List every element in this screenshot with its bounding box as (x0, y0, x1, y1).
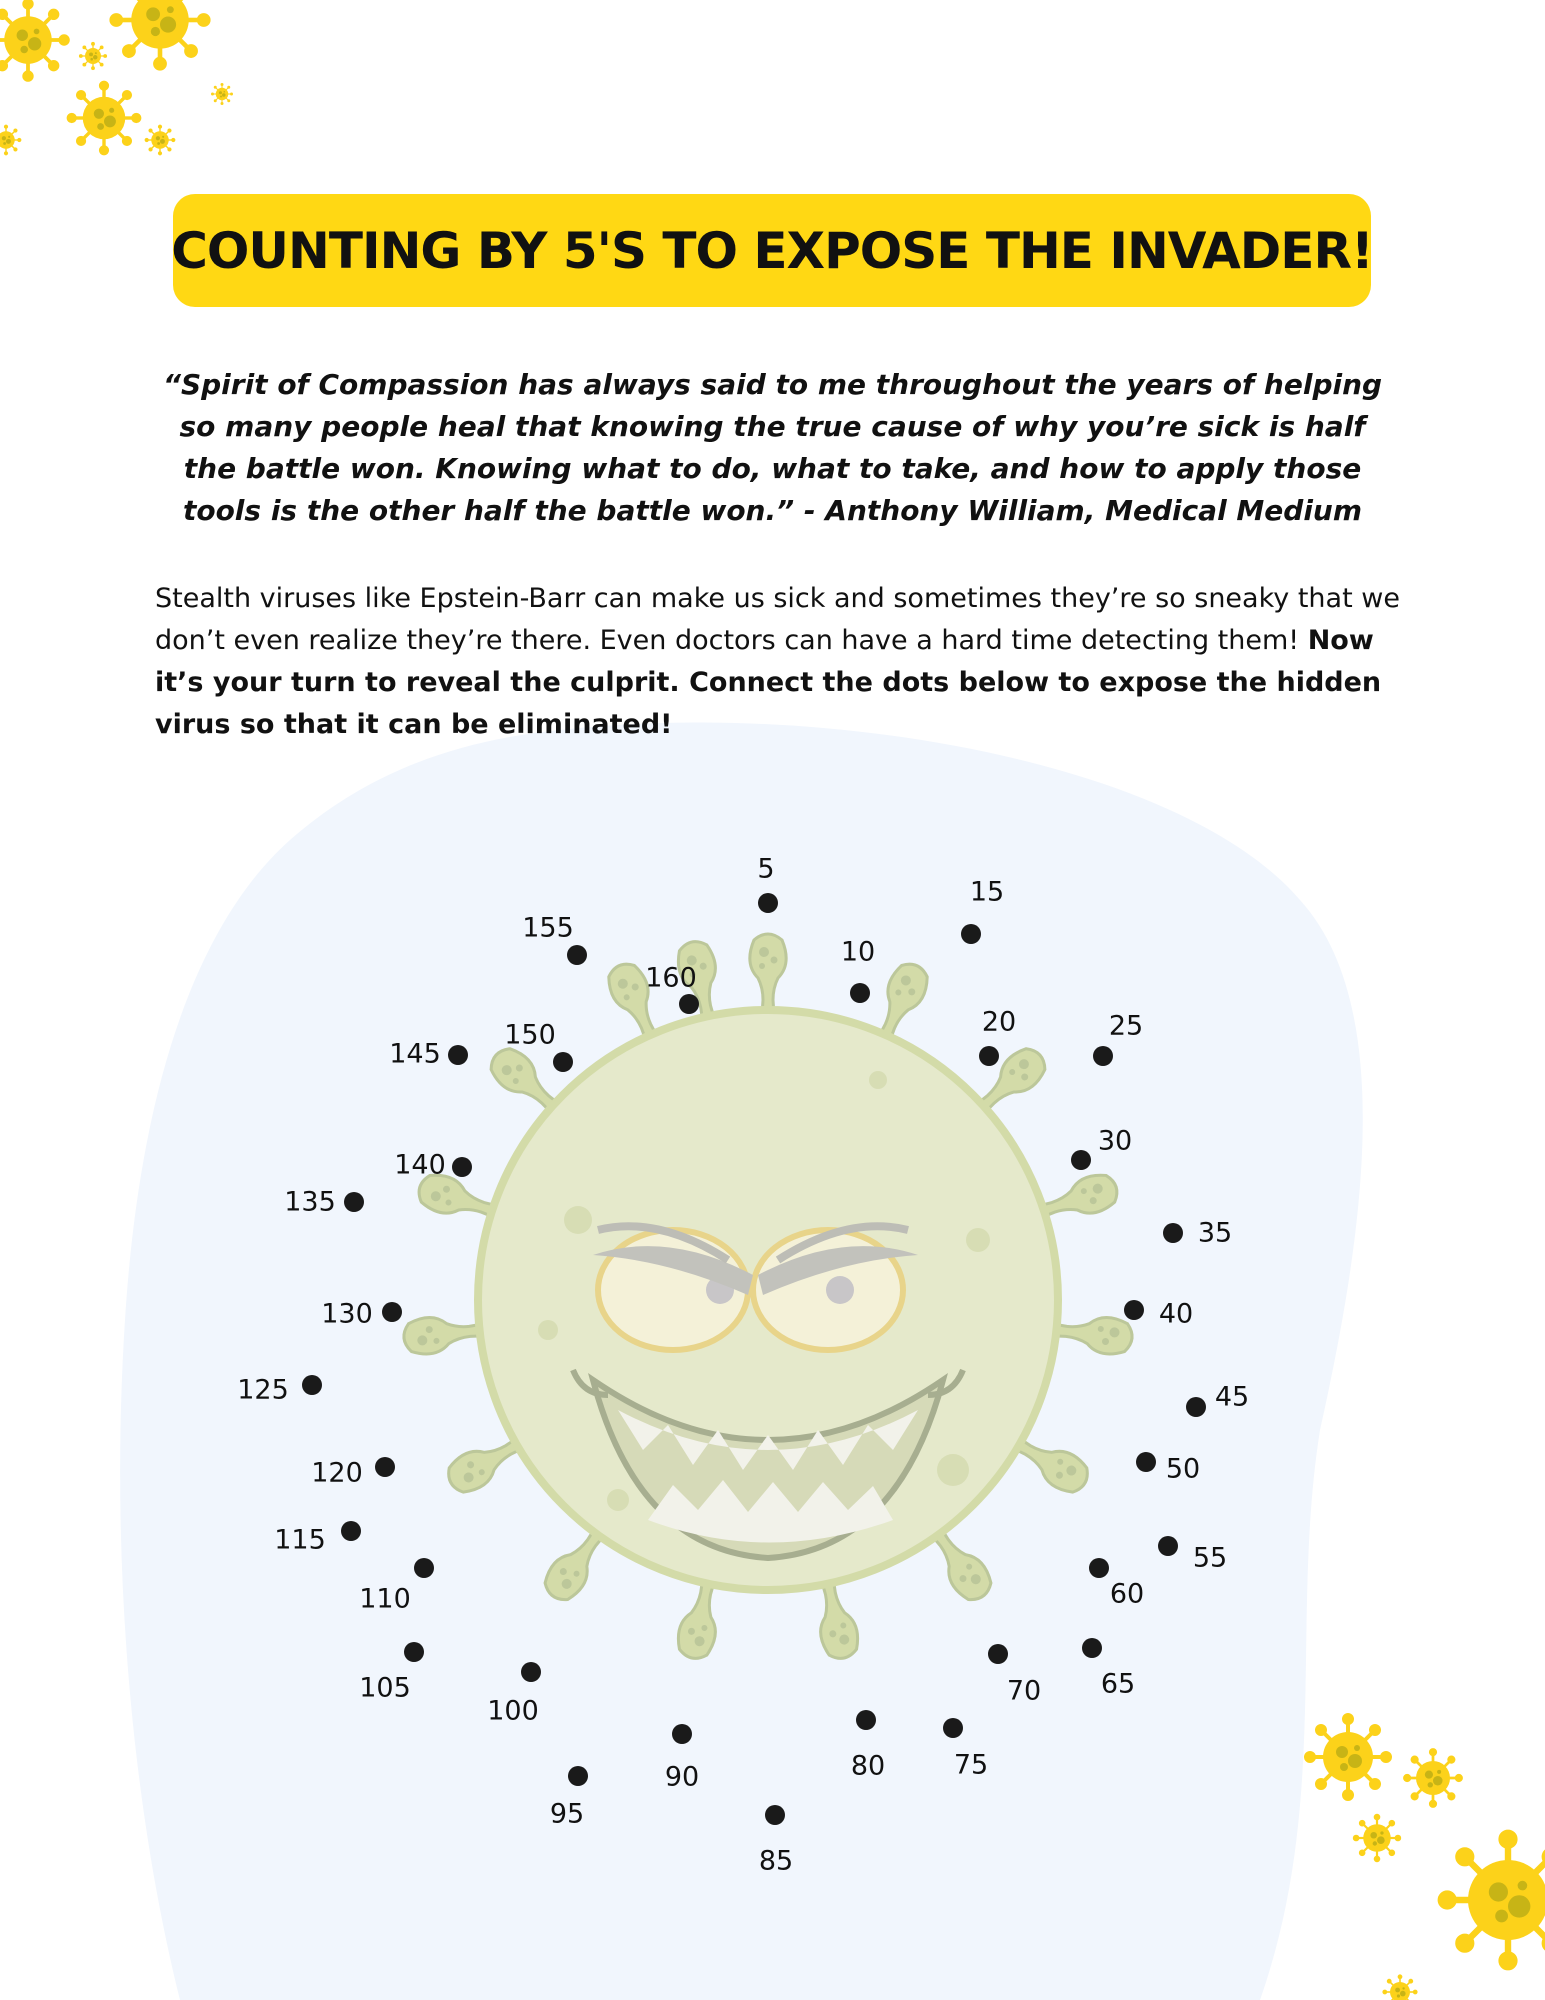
dot-number-label: 20 (981, 1006, 1017, 1038)
dot-marker[interactable] (1071, 1150, 1091, 1170)
virus-decoration-bottom-right (1306, 1715, 1545, 2000)
dot-number-label: 100 (487, 1695, 539, 1727)
quote-text: “Spirit of Compassion has always said to me throughout the years of helping so many people heal that knowing the true cause of why you’re sick is half the battle won. Knowing what to do, what to take, and how to apply those tools is the other half the battle won.” - Anthony William, Medical Medium (162, 368, 1383, 527)
dot-marker[interactable] (679, 994, 699, 1014)
dot-marker[interactable] (1163, 1223, 1183, 1243)
dot-marker[interactable] (302, 1375, 322, 1395)
dot-number-label: 75 (953, 1749, 989, 1781)
dot-marker[interactable] (1089, 1558, 1109, 1578)
dot-number-label: 135 (284, 1186, 336, 1218)
page-title: COUNTING BY 5'S TO EXPOSE THE INVADER! (171, 221, 1373, 280)
intro-paragraph (155, 578, 1400, 746)
dot-number-label: 55 (1192, 1542, 1228, 1574)
dot-marker[interactable] (448, 1045, 468, 1065)
intro-instructions: Now it’s your turn to reveal the culprit. Connect the dots below to expose the hidden virus so that it can be eliminated! (155, 625, 1382, 740)
dot-number-label: 110 (359, 1583, 411, 1615)
dot-number-label: 60 (1109, 1578, 1145, 1610)
dot-number-label: 30 (1097, 1125, 1133, 1157)
dot-marker[interactable] (943, 1718, 963, 1738)
dot-number-label: 130 (321, 1298, 373, 1330)
dot-marker[interactable] (521, 1662, 541, 1682)
dot-number-label: 65 (1100, 1668, 1136, 1700)
dot-marker[interactable] (1124, 1300, 1144, 1320)
dot-number-label: 105 (359, 1672, 411, 1704)
dot-number-label: 125 (237, 1374, 289, 1406)
dot-marker[interactable] (988, 1644, 1008, 1664)
dot-marker[interactable] (568, 1766, 588, 1786)
dot-marker[interactable] (856, 1710, 876, 1730)
dot-number-label: 160 (645, 962, 697, 994)
title-banner (173, 194, 1371, 307)
virus-decoration-top-left (0, 0, 232, 155)
dot-number-label: 95 (549, 1798, 585, 1830)
dot-number-label: 40 (1158, 1298, 1194, 1330)
dot-marker[interactable] (553, 1052, 573, 1072)
dot-marker[interactable] (1093, 1046, 1113, 1066)
dot-number-label: 140 (394, 1149, 446, 1181)
dot-marker[interactable] (452, 1157, 472, 1177)
dot-marker[interactable] (672, 1724, 692, 1744)
dot-marker[interactable] (341, 1521, 361, 1541)
dot-number-label: 10 (840, 936, 876, 968)
dot-marker[interactable] (344, 1192, 364, 1212)
dot-number-label: 85 (758, 1845, 794, 1877)
dot-number-label: 145 (389, 1038, 441, 1070)
dot-number-label: 25 (1108, 1010, 1144, 1042)
dot-marker[interactable] (961, 924, 981, 944)
dot-number-label: 70 (1006, 1675, 1042, 1707)
dot-marker[interactable] (850, 983, 870, 1003)
dot-marker[interactable] (382, 1302, 402, 1322)
dot-marker[interactable] (567, 945, 587, 965)
dot-number-label: 150 (504, 1019, 556, 1051)
dot-number-label: 5 (757, 853, 775, 885)
dot-marker[interactable] (1186, 1397, 1206, 1417)
dot-marker[interactable] (758, 893, 778, 913)
dot-marker[interactable] (414, 1558, 434, 1578)
dot-number-label: 15 (969, 876, 1005, 908)
dot-marker[interactable] (979, 1046, 999, 1066)
dot-number-label: 50 (1165, 1453, 1201, 1485)
dot-number-label: 155 (522, 912, 574, 944)
dot-marker[interactable] (404, 1642, 424, 1662)
dot-marker[interactable] (1082, 1638, 1102, 1658)
dot-number-label: 120 (311, 1457, 363, 1489)
dot-number-label: 80 (850, 1750, 886, 1782)
dot-number-label: 45 (1214, 1381, 1250, 1413)
dot-marker[interactable] (1136, 1452, 1156, 1472)
dot-number-label: 35 (1197, 1217, 1233, 1249)
intro-text: Stealth viruses like Epstein-Barr can make us sick and sometimes they’re so sneaky that we don’t even realize they’re there. Even doctors can have a hard time detecting them! (155, 583, 1400, 656)
dot-marker[interactable] (375, 1457, 395, 1477)
dot-marker[interactable] (1158, 1536, 1178, 1556)
dot-marker[interactable] (765, 1805, 785, 1825)
dot-number-label: 90 (664, 1761, 700, 1793)
dot-number-label: 115 (274, 1524, 326, 1556)
